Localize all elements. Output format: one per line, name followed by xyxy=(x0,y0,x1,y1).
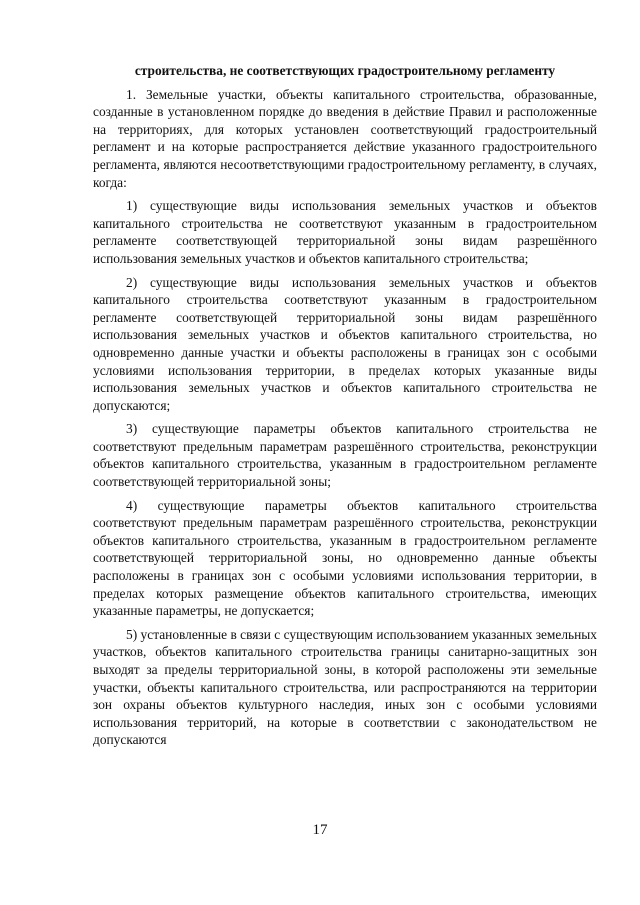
list-item-4: 4) существующие параметры объектов капитального строительства соответствуют предельным параметрам разрешённого строительства, реконструкции объектов капитального строительства, указанным в градостроительном регламенте соответствующей территориальной зоны, но одновременно данные объекты расположены в границах зон с особыми условиями использования территории, в пределах которых размещение объектов капитального строительства, имеющих указанные параметры, не допускается; xyxy=(93,497,597,619)
page-number: 17 xyxy=(312,822,328,838)
list-item-2: 2) существующие виды использования земельных участков и объектов капитального строительства соответствуют указанным в градостроительном регламенте соответствующей территориальной зоны видам разрешённого использования земельных участков и объектов капитального строительства, но одновременно данные участки и объекты расположены в границах зон с особыми условиями использования территории, в пределах которых указанные виды использования земельных участков и объектов капитального строительства не допускаются; xyxy=(93,274,597,413)
paragraph-1: 1. Земельные участки, объекты капитального строительства, образованные, созданные в установленном порядке до введения в действие Правил и расположенные на территориях, для которых установлен соответствующий градостроительный регламент и на которые распространяется действие указанного градостроительного регламента, являются несоответствующими градостроительному регламенту, в случаях, когда: xyxy=(93,86,597,190)
list-item-3: 3) существующие параметры объектов капитального строительства не соответствуют предельным параметрам разрешённого строительства, реконструкции объектов капитального строительства, указанным в градостроительном регламенте соответствующей территориальной зоны; xyxy=(93,421,597,490)
list-item-5: 5) установленные в связи с существующим использованием указанных земельных участков, объектов капитального строительства границы санитарно-защитных зон выходят за пределы территориальной зоны, в которой расположены эти земельные участки, объекты капитального строительства, или распространяются на территории зон охраны объектов культурного наследия, иных зон с особыми условиями использования территорий, на которые в соответствии с законодательством не допускаются xyxy=(93,626,597,748)
document-page xyxy=(93,62,597,755)
list-item-1: 1) существующие виды использования земельных участков и объектов капитального строительства не соответствуют указанным в градостроительном регламенте соответствующей территориальной зоны видам разрешённого использования земельных участков и объектов капитального строительства; xyxy=(93,198,597,266)
section-heading: строительства, не соответствующих градостроительному регламенту xyxy=(134,63,556,78)
